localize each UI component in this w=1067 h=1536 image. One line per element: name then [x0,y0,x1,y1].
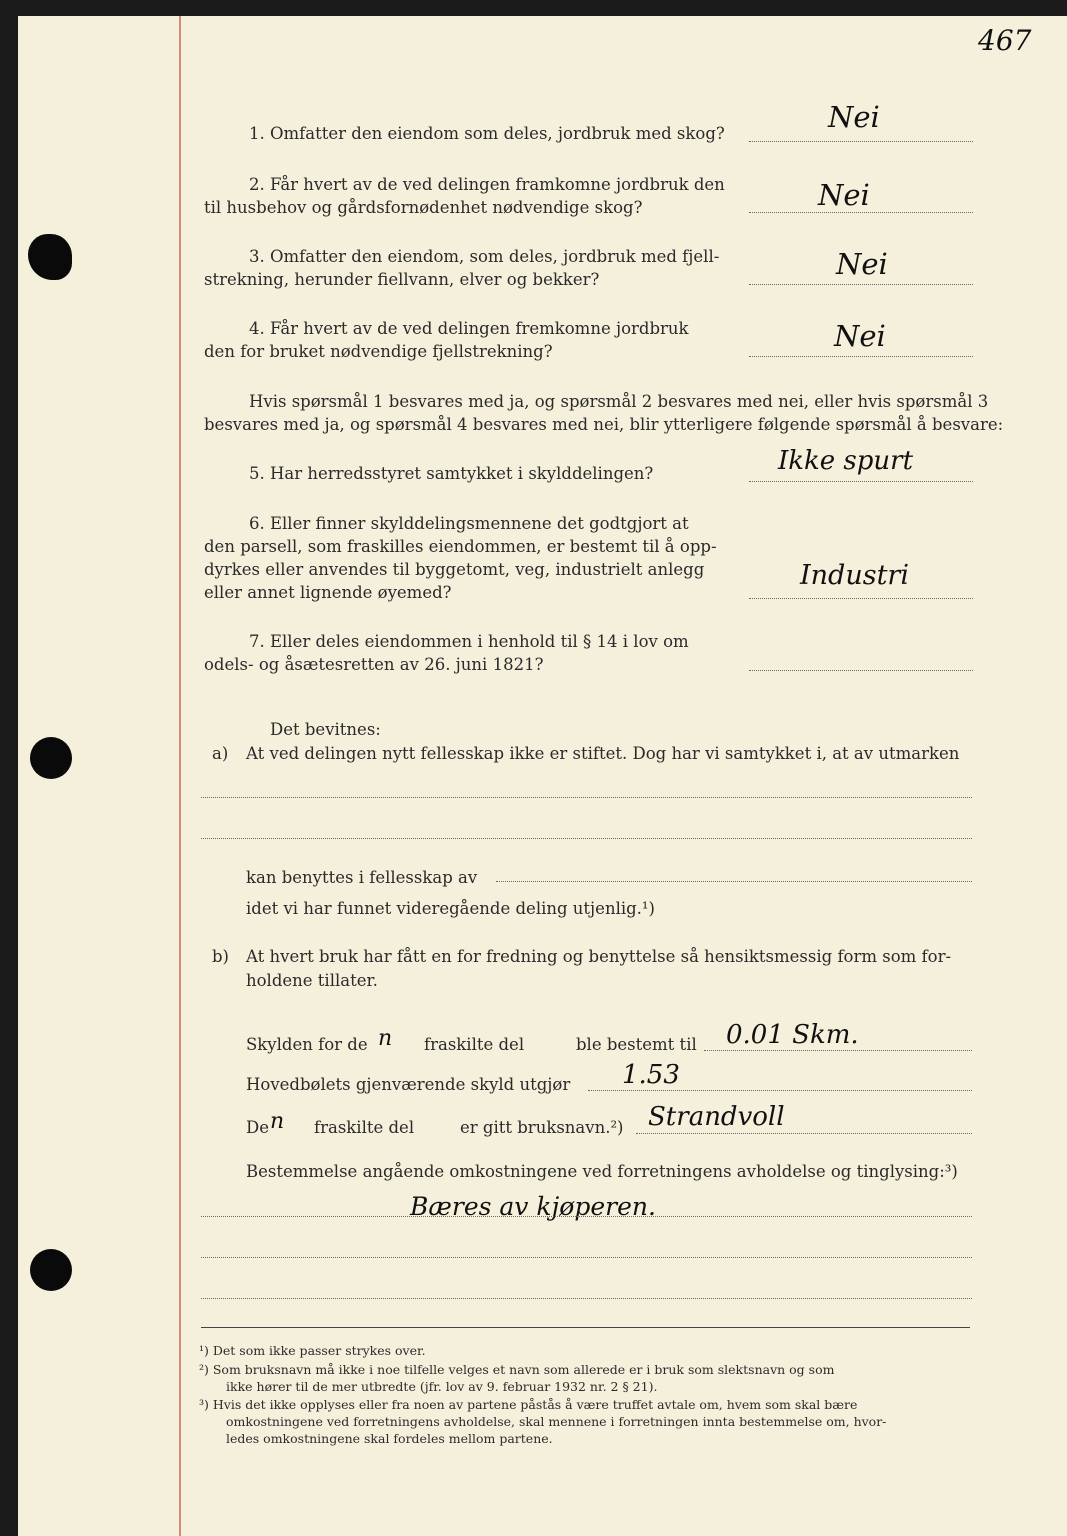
name-value: Strandvoll [648,1102,785,1132]
answer-line [749,212,973,213]
name-label-1: De [246,1118,269,1137]
question-6-line-4: eller annet lignende øyemed? [204,583,452,602]
hoved-value: 1.53 [622,1060,680,1090]
skyld-value: 0.01 Skm. [726,1020,859,1050]
question-7-line-2: odels- og åsætesretten av 26. juni 1821? [204,655,544,674]
question-7-line-1: 7. Eller deles eiendommen i henhold til § 14 i lov om [249,632,689,651]
answer-2: Nei [818,178,870,212]
footnote-2-line-2: ikke hører til de mer utbredte (jfr. lov av 9. februar 1932 nr. 2 § 21). [226,1379,658,1394]
question-6-line-1: 6. Eller finner skylddelingsmennene det godtgjort at [249,514,689,533]
punch-hole [28,234,72,280]
fill-line [201,838,972,839]
fill-line [588,1090,972,1091]
skyld-label-2: fraskilte del [424,1035,525,1054]
answer-1: Nei [828,100,880,134]
fill-line [201,1298,972,1299]
footnote-rule [201,1327,970,1328]
condition-line-1: Hvis spørsmål 1 besvares med ja, og spørsmål 2 besvares med nei, eller hvis spørsmål 3 [249,392,989,411]
attest-heading: Det bevitnes: [270,720,381,739]
answer-line [749,670,973,671]
attest-a-text: At ved delingen nytt fellesskap ikke er stiftet. Dog har vi samtykket i, at av utmarken [246,744,960,763]
answer-5: Ikke spurt [778,446,914,476]
question-2-line-2: til husbehov og gårdsfornødenhet nødvendige skog? [204,198,643,217]
document-page [18,16,1067,1536]
question-4-line-2: den for bruket nødvendige fjellstrekning? [204,342,553,361]
name-label-2: fraskilte del [314,1118,415,1137]
question-6-line-2: den parsell, som fraskilles eiendommen, er bestemt til å opp- [204,537,717,556]
page-number: 467 [978,24,1032,57]
fill-line [201,1216,972,1217]
fill-line [496,881,972,882]
fill-line [201,797,972,798]
name-suffix: n [270,1109,285,1134]
fill-line [704,1050,972,1051]
answer-line [749,356,973,357]
answer-line [749,481,973,482]
answer-6: Industri [800,560,909,591]
footnote-3-line-1: ³) Hvis det ikke opplyses eller fra noen av partene påstås å være truffet avtale om, hvem som skal bære [199,1397,858,1412]
fill-line [201,1257,972,1258]
attest-b-line-1: At hvert bruk har fått en for fredning og benyttelse så hensiktsmessig form som for- [246,947,952,966]
answer-3: Nei [836,247,888,281]
question-3-line-1: 3. Omfatter den eiendom, som deles, jordbruk med fjell- [249,247,720,266]
margin-line [179,16,181,1536]
punch-hole [30,1249,72,1291]
question-2-line-1: 2. Får hvert av de ved delingen framkomne jordbruk den [249,175,725,194]
shared-use-label: kan benyttes i fellesskap av [246,868,478,887]
name-label-3: er gitt bruksnavn.²) [460,1118,624,1137]
attest-b-label: b) [212,947,229,966]
question-1: 1. Omfatter den eiendom som deles, jordbruk med skog? [249,124,725,143]
footnote-3-line-2: omkostningene ved forretningens avholdelse, skal mennene i forretningen innta bestemmelse om, hvor- [226,1414,887,1429]
answer-4: Nei [834,319,886,353]
answer-line [749,141,973,142]
fill-line [636,1133,972,1134]
condition-line-2: besvares med ja, og spørsmål 4 besvares med nei, blir ytterligere følgende spørsmål å besvare: [204,415,1004,434]
skyld-label-1: Skylden for de [246,1035,368,1054]
question-6-line-3: dyrkes eller anvendes til byggetomt, veg, industrielt anlegg [204,560,705,579]
answer-line [749,284,973,285]
hoved-label: Hovedbølets gjenværende skyld utgjør [246,1075,571,1094]
cost-value: Bæres av kjøperen. [410,1192,656,1221]
question-4-line-1: 4. Får hvert av de ved delingen fremkomne jordbruk [249,319,689,338]
skyld-suffix: n [378,1026,393,1051]
attest-b-line-2: holdene tillater. [246,971,378,990]
footnote-1: ¹) Det som ikke passer strykes over. [199,1343,426,1358]
question-3-line-2: strekning, herunder fiellvann, elver og bekker? [204,270,600,289]
footnote-2-line-1: ²) Som bruksnavn må ikke i noe tilfelle velges et navn som allerede er i bruk som slektsnavn og som [199,1362,835,1377]
skyld-label-3: ble bestemt til [576,1035,697,1054]
attest-a-label: a) [212,744,229,763]
cost-label: Bestemmelse angående omkostningene ved forretningens avholdelse og tinglysing:³) [246,1162,958,1181]
punch-hole [30,737,72,779]
question-5: 5. Har herredsstyret samtykket i skylddelingen? [249,464,654,483]
useful-text: idet vi har funnet videregående deling utjenlig.¹) [246,899,655,918]
answer-line [749,598,973,599]
footnote-3-line-3: ledes omkostningene skal fordeles mellom partene. [226,1431,553,1446]
